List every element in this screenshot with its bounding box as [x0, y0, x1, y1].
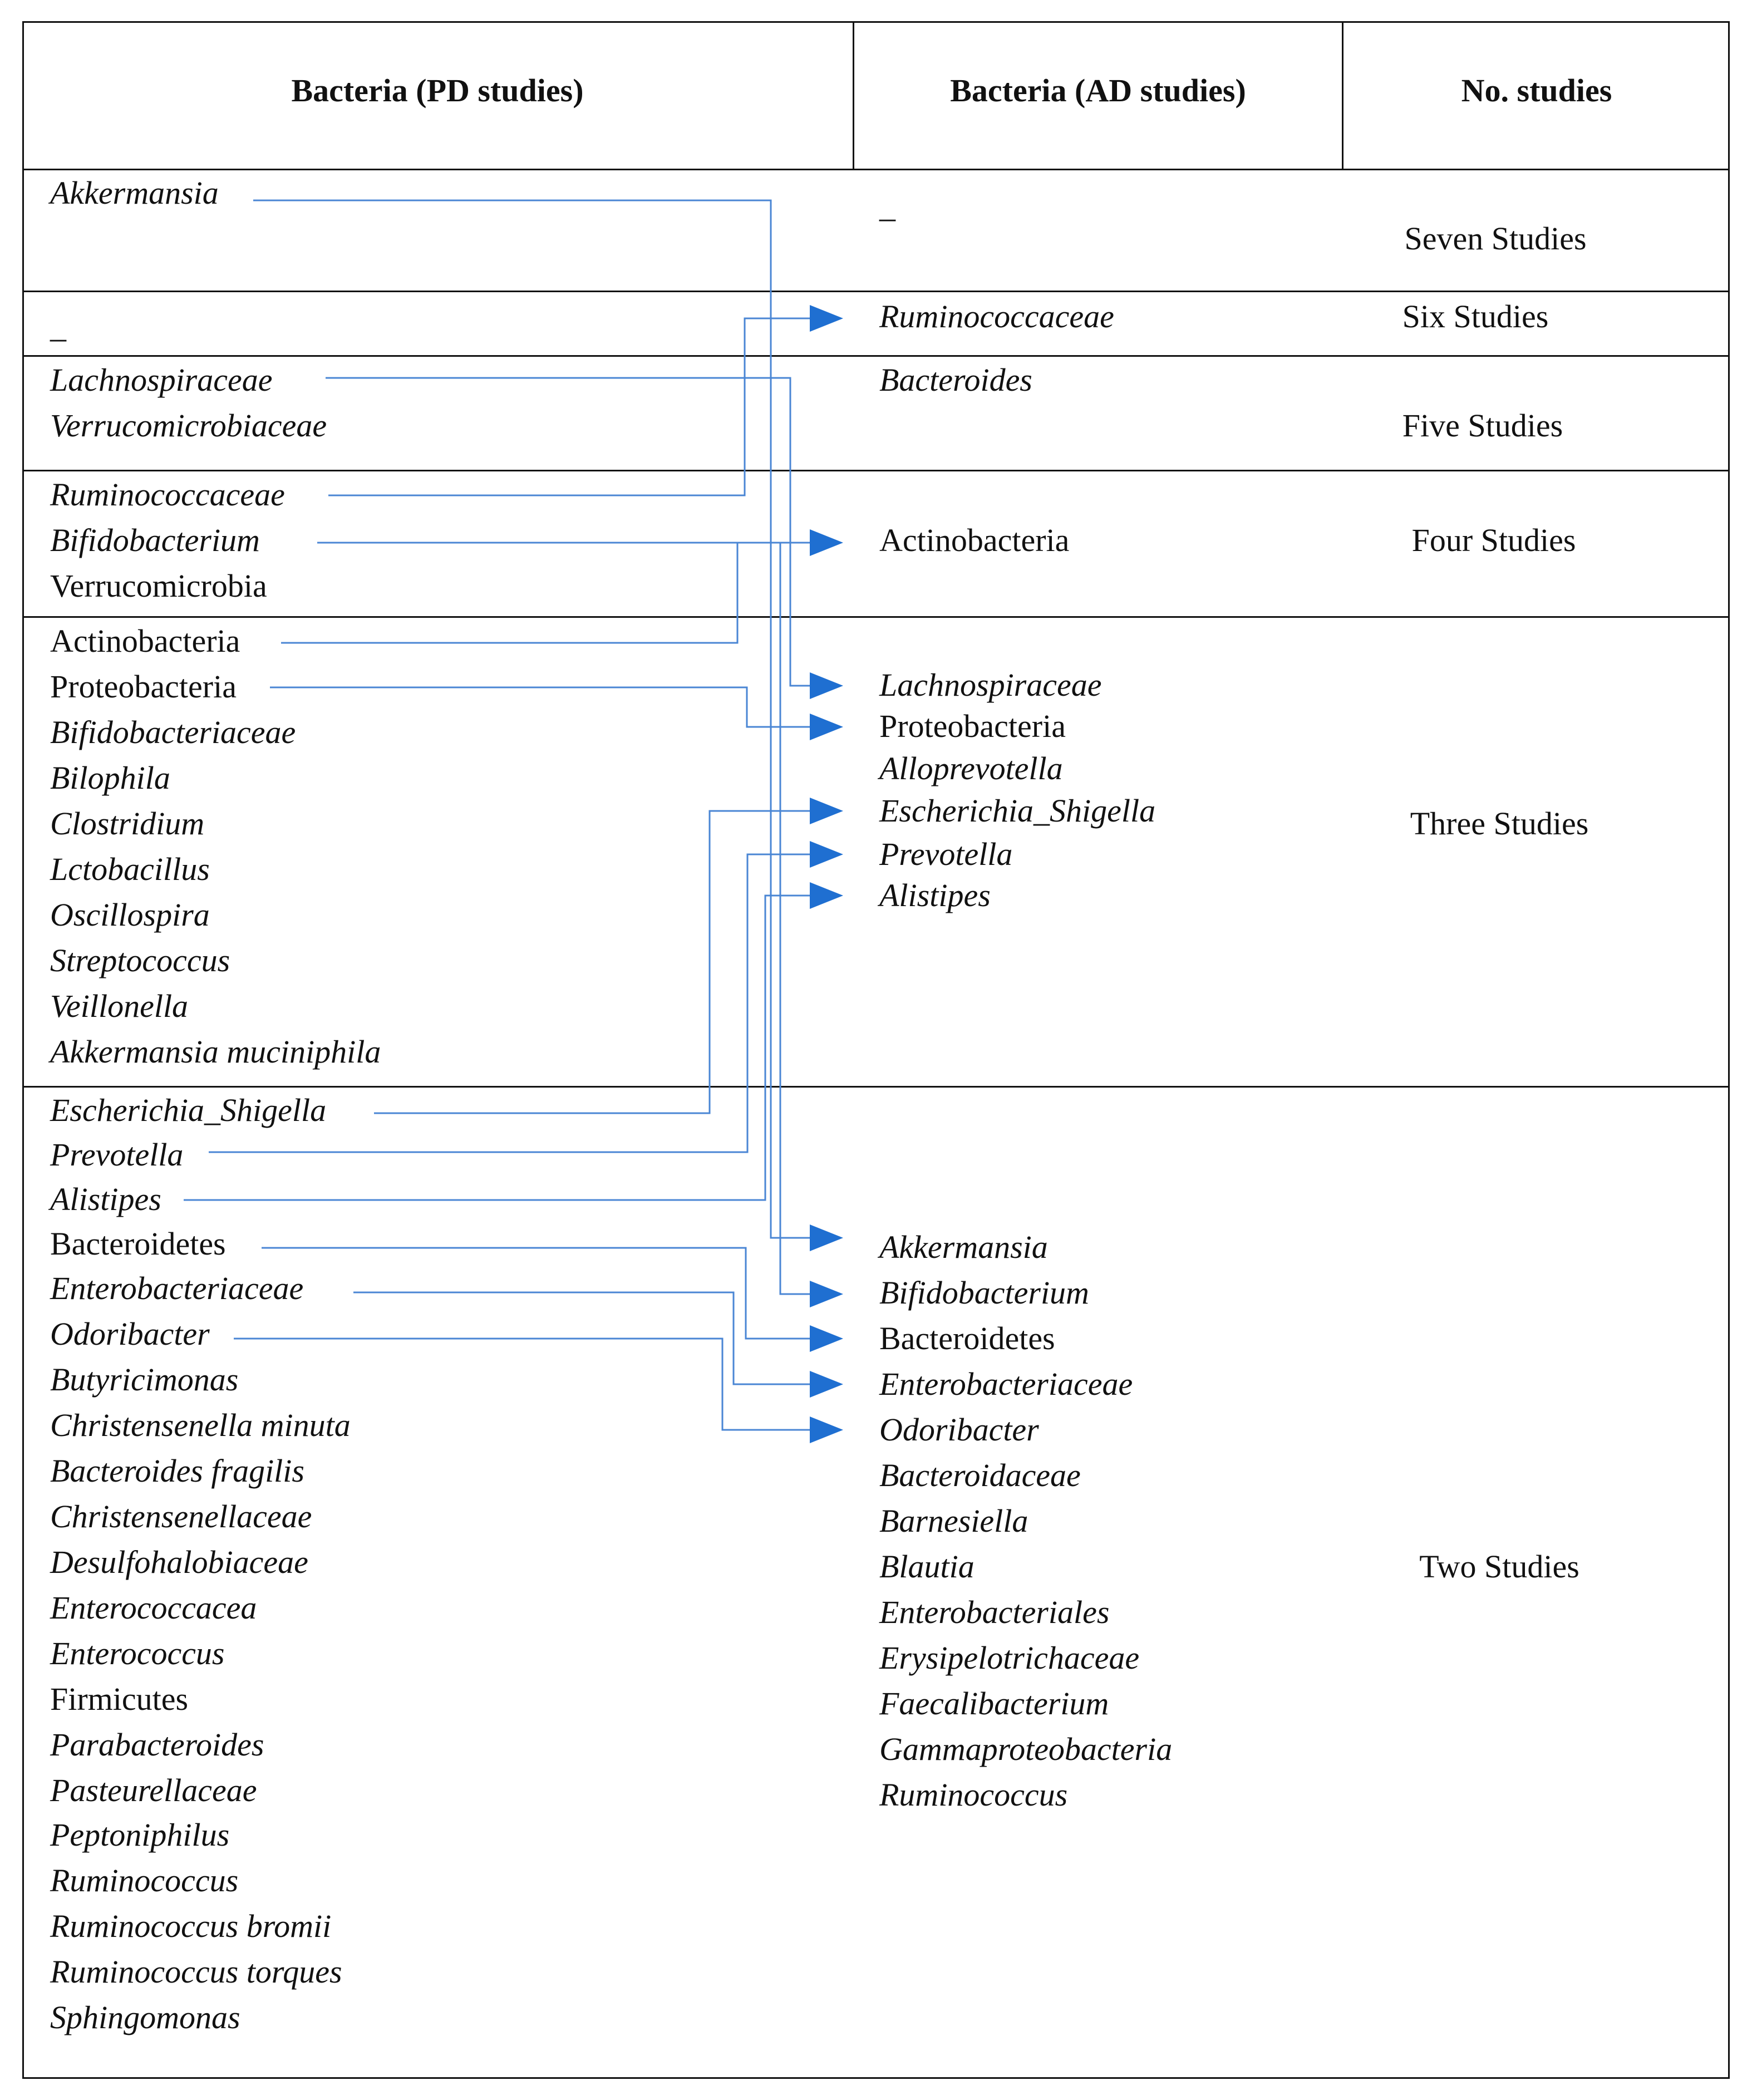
arrow-alistipes [184, 896, 810, 1200]
arrow-ruminococcaceae [328, 318, 810, 495]
pd-item-odoribacter: Odoribacter [50, 1316, 210, 1352]
ad-item-ruminococcaceae: Ruminococcaceae [879, 298, 1114, 335]
arrow-prevotella [209, 854, 810, 1152]
arrow-head-proteobacteria [810, 714, 843, 740]
pd-item-christensenellaceae: Christensenellaceae [50, 1498, 312, 1535]
arrow-head-ruminococcaceae [810, 305, 843, 332]
arrow-bifidobacterium [317, 543, 810, 1294]
arrow-head-odoribacter [810, 1417, 843, 1443]
ad-item-enterobacteriaceae: Enterobacteriaceae [879, 1366, 1133, 1402]
pd-item-streptococcus: Streptococcus [50, 942, 230, 978]
ad-item-proteobacteria: Proteobacteria [879, 708, 1066, 744]
ad-item-escherichia-shigella: Escherichia_Shigella [879, 793, 1156, 829]
pd-item-enterococcus: Enterococcus [50, 1635, 225, 1671]
pd-item-ruminococcus-torques: Ruminococcus torques [50, 1954, 342, 1990]
ad-item-empty: _ [879, 188, 895, 224]
ad-item-erysipelotrichaceae: Erysipelotrichaceae [879, 1640, 1140, 1676]
arrow-actinobacteria [281, 543, 810, 643]
pd-item-ruminococcus-bromii: Ruminococcus bromii [50, 1908, 332, 1944]
pd-item-butyricimonas: Butyricimonas [50, 1361, 239, 1398]
pd-item-veillonella: Veillonella [50, 988, 189, 1024]
arrow-escherichia-shigella [374, 811, 810, 1113]
ad-item-enterobacteriales: Enterobacteriales [879, 1594, 1110, 1630]
pd-item-parabacteroides: Parabacteroides [50, 1727, 264, 1763]
pd-item-bacteroidetes: Bacteroidetes [50, 1226, 226, 1262]
ad-item-prevotella: Prevotella [879, 836, 1013, 872]
pd-item-akkermansia-muciniphila: Akkermansia muciniphila [50, 1034, 381, 1070]
ad-item-bacteroides: Bacteroides [879, 362, 1032, 398]
pd-item-enterococcacea: Enterococcacea [50, 1590, 257, 1626]
header-count: No. studies [1461, 72, 1612, 109]
pd-item-escherichia-shigella: Escherichia_Shigella [50, 1092, 327, 1128]
pd-item-verrucomicrobia: Verrucomicrobia [50, 568, 267, 604]
pd-item-bilophila: Bilophila [50, 760, 170, 796]
pd-item-lctobacillus: Lctobacillus [50, 851, 210, 887]
pd-item-ruminococcus: Ruminococcus [50, 1862, 239, 1899]
count-four-studies: Four Studies [1411, 522, 1576, 558]
arrow-head-bifidobacterium [810, 1281, 843, 1307]
ad-item-ruminococcus: Ruminococcus [879, 1777, 1068, 1813]
header-ad: Bacteria (AD studies) [950, 72, 1246, 109]
pd-item-actinobacteria: Actinobacteria [50, 623, 240, 659]
ad-item-alloprevotella: Alloprevotella [879, 750, 1063, 786]
pd-item-prevotella: Prevotella [50, 1137, 184, 1173]
ad-item-alistipes: Alistipes [879, 877, 991, 913]
count-three-studies: Three Studies [1410, 805, 1589, 842]
pd-item-ruminococcaceae: Ruminococcaceae [50, 476, 285, 513]
arrow-head-prevotella [810, 841, 843, 868]
pd-item-firmicutes: Firmicutes [50, 1681, 189, 1717]
pd-item-peptoniphilus: Peptoniphilus [50, 1817, 230, 1853]
count-six-studies: Six Studies [1402, 298, 1549, 335]
count-five-studies: Five Studies [1402, 407, 1563, 444]
pd-item-desulfohalobiaceae: Desulfohalobiaceae [50, 1544, 308, 1580]
arrow-odoribacter [234, 1339, 810, 1430]
pd-item-bifidobacteriaceae: Bifidobacteriaceae [50, 714, 296, 750]
pd-item-enterobacteriaceae: Enterobacteriaceae [50, 1270, 304, 1306]
pd-item-proteobacteria: Proteobacteria [50, 668, 237, 705]
pd-item-akkermansia: Akkermansia [50, 175, 219, 211]
arrow-head-bacteroidetes [810, 1325, 843, 1352]
ad-item-bacteroidaceae: Bacteroidaceae [879, 1457, 1081, 1493]
arrow-head-actinobacteria [810, 529, 843, 556]
ad-item-blautia: Blautia [879, 1548, 975, 1585]
ad-item-lachnospiraceae: Lachnospiraceae [879, 667, 1102, 703]
arrow-head-enterobacteriaceae [810, 1371, 843, 1398]
pd-item-lachnospiraceae: Lachnospiraceae [50, 362, 273, 398]
count-seven-studies: Seven Studies [1404, 220, 1587, 257]
count-two-studies: Two Studies [1419, 1548, 1579, 1585]
arrow-akkermansia [253, 200, 810, 1238]
ad-item-faecalibacterium: Faecalibacterium [879, 1685, 1109, 1722]
ad-item-actinobacteria: Actinobacteria [879, 522, 1070, 558]
arrow-head-lachnospiraceae [810, 672, 843, 699]
pd-item-sphingomonas: Sphingomonas [50, 1999, 240, 2035]
arrow-proteobacteria [270, 687, 810, 727]
pd-item-bifidobacterium: Bifidobacterium [50, 522, 260, 558]
pd-item-verrucomicrobiaceae: Verrucomicrobiaceae [50, 407, 327, 444]
pd-item-empty: _ [50, 308, 66, 345]
arrow-head-akkermansia [810, 1224, 843, 1251]
ad-item-bifidobacterium: Bifidobacterium [879, 1275, 1089, 1311]
ad-item-akkermansia: Akkermansia [879, 1229, 1048, 1265]
ad-item-bacteroidetes: Bacteroidetes [879, 1320, 1055, 1356]
ad-item-gammaproteobacteria: Gammaproteobacteria [879, 1731, 1173, 1767]
pd-item-alistipes: Alistipes [50, 1181, 161, 1217]
pd-item-bacteroides-fragilis: Bacteroides fragilis [50, 1453, 304, 1489]
pd-item-clostridium: Clostridium [50, 805, 205, 842]
ad-item-barnesiella: Barnesiella [879, 1503, 1028, 1539]
pd-item-oscillospira: Oscillospira [50, 897, 210, 933]
arrow-head-escherichia-shigella [810, 798, 843, 824]
ad-item-odoribacter: Odoribacter [879, 1412, 1039, 1448]
arrow-head-alistipes [810, 882, 843, 909]
pd-item-christensenella-minuta: Christensenella minuta [50, 1407, 351, 1443]
header-pd: Bacteria (PD studies) [291, 72, 584, 109]
pd-item-pasteurellaceae: Pasteurellaceae [50, 1772, 257, 1808]
